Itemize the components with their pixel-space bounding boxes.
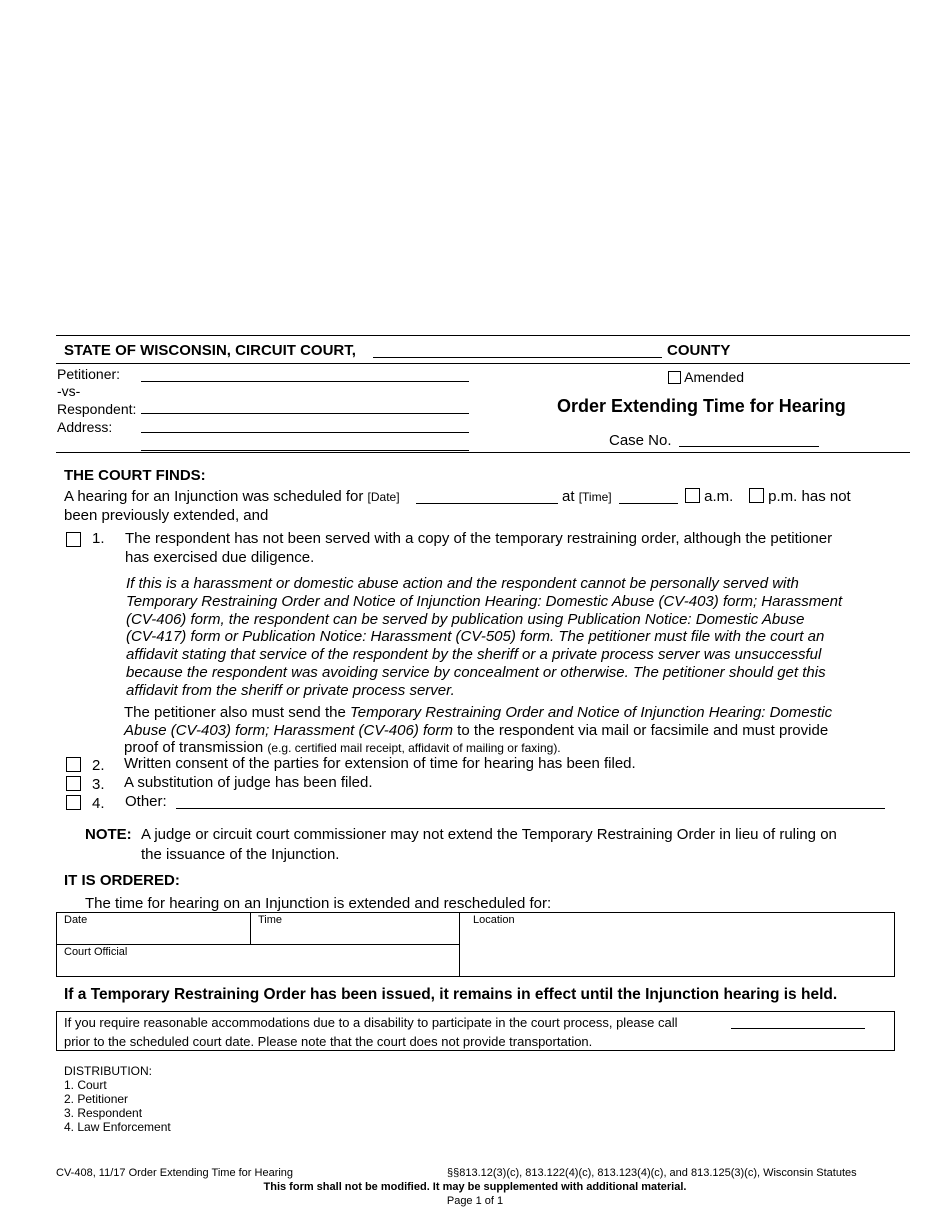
vs-label: -vs-	[57, 383, 81, 399]
statutes: §§813.12(3)(c), 813.122(4)(c), 813.123(4)(c), and 813.125(3)(c), Wisconsin Statutes	[447, 1167, 857, 1179]
other-field[interactable]	[176, 808, 885, 809]
respondent-label: Respondent:	[57, 401, 137, 417]
item4-checkbox[interactable]	[66, 795, 81, 810]
county-name-field[interactable]	[373, 357, 662, 358]
order-text: The time for hearing on an Injunction is extended and rescheduled for:	[85, 895, 552, 912]
petitioner-field[interactable]	[141, 381, 469, 382]
item4-label: Other:	[125, 793, 167, 810]
am-label: a.m.	[704, 488, 734, 505]
caption-rule	[56, 363, 910, 364]
time-hint: [Time]	[578, 490, 612, 504]
address-field-1[interactable]	[141, 432, 469, 433]
text-run: The petitioner also must send the	[124, 704, 350, 721]
distribution-item: 4. Law Enforcement	[64, 1120, 171, 1134]
caption-top-rule	[56, 335, 910, 336]
respondent-field[interactable]	[141, 413, 469, 414]
distribution-list	[64, 1064, 171, 1134]
time-cell-label: Time	[258, 914, 283, 926]
date-hint: [Date]	[367, 490, 400, 504]
am-checkbox[interactable]	[685, 488, 700, 503]
pm-option[interactable]	[749, 488, 851, 505]
item1-checkbox[interactable]	[66, 532, 81, 547]
pm-checkbox[interactable]	[749, 488, 764, 503]
findings-heading: THE COURT FINDS:	[64, 467, 206, 484]
scheduled-time-field[interactable]	[619, 503, 678, 504]
accommodation-line1: If you require reasonable accommodations due to a disability to participate in the court process, please call	[64, 1015, 678, 1030]
item1-number: 1.	[92, 530, 105, 547]
caption-bottom-rule	[56, 452, 910, 453]
new-time-field[interactable]	[251, 926, 458, 943]
tro-notice: If a Temporary Restraining Order has been issued, it remains in effect until the Injunction hearing is held.	[64, 986, 838, 1003]
form-reference: Abuse (CV-403) form; Harassment (CV-406) form	[124, 721, 453, 739]
form-title: Order Extending Time for Hearing	[557, 396, 846, 416]
address-label: Address:	[57, 419, 113, 435]
form-reference: Temporary Restraining Order and Notice of Injunction Hearing: Domestic	[349, 704, 833, 721]
am-option[interactable]	[685, 488, 733, 505]
time-part	[562, 488, 612, 505]
instruction-line: Temporary Restraining Order and Notice of Injunction Hearing: Domestic Abuse (CV-403) form; Harassment	[126, 592, 843, 610]
item3-text: A substitution of judge has been filed.	[124, 774, 373, 791]
item2-text: Written consent of the parties for extension of time for hearing has been filed.	[124, 755, 636, 772]
instruction-line: affidavit from the sheriff or private process server.	[126, 681, 455, 699]
court-official-field[interactable]	[57, 958, 459, 976]
item2-number: 2.	[92, 757, 105, 774]
location-cell-label: Location	[473, 914, 515, 926]
distribution-heading: DISTRIBUTION:	[64, 1064, 153, 1078]
item2-checkbox[interactable]	[66, 757, 81, 772]
item4-number: 4.	[92, 795, 105, 812]
amended-label: Amended	[684, 369, 745, 385]
instruction-line: affidavit stating that service of the respondent by the sheriff or a private process server was unsuccessful	[126, 646, 822, 664]
petitioner-transmission-paragraph	[124, 704, 832, 758]
case-no-field[interactable]	[679, 446, 819, 447]
hearing-scheduled-line	[64, 488, 400, 505]
amended-option[interactable]	[668, 369, 744, 385]
distribution-item: 3. Respondent	[64, 1106, 143, 1120]
distribution-item: 1. Court	[64, 1078, 107, 1092]
table-row-divider	[56, 944, 460, 945]
pm-label: p.m. has not	[768, 488, 851, 505]
page-number: Page 1 of 1	[446, 1195, 504, 1207]
form-id: CV-408, 11/17 Order Extending Time for Hearing	[56, 1167, 294, 1179]
instruction-line: If this is a harassment or domestic abuse action and the respondent cannot be personally served with	[126, 575, 799, 592]
court-official-cell-label: Court Official	[64, 946, 128, 958]
hearing-text: A hearing for an Injunction was scheduled for	[64, 488, 364, 505]
amended-checkbox[interactable]	[668, 371, 681, 384]
proof-examples: (e.g. certified mail receipt, affidavit of mailing or faxing).	[267, 741, 561, 756]
date-cell-label: Date	[64, 914, 88, 926]
hearing-line-2: been previously extended, and	[64, 507, 269, 524]
court-heading: STATE OF WISCONSIN, CIRCUIT COURT,	[64, 342, 356, 359]
address-field-2[interactable]	[141, 450, 469, 451]
accommodation-phone-field[interactable]	[731, 1028, 865, 1029]
instruction-line: because the respondent was avoiding service by concealment or otherwise. The petitioner should get this	[126, 663, 826, 681]
at-text: at	[562, 488, 575, 505]
scheduled-date-field[interactable]	[416, 503, 558, 504]
service-instructions	[126, 575, 842, 700]
note-line1: A judge or circuit court commissioner may not extend the Temporary Restraining Order in lieu of ruling on	[141, 826, 837, 843]
item1-line1: The respondent has not been served with a copy of the temporary restraining order, although the petitioner	[125, 530, 833, 547]
note-line2: the issuance of the Injunction.	[141, 846, 340, 863]
item3-number: 3.	[92, 776, 105, 793]
petitioner-label: Petitioner:	[57, 366, 121, 382]
instruction-line: (CV-406) form, the respondent can be served by publication using Publication Notice: Domestic Abuse	[126, 610, 805, 628]
location-field[interactable]	[460, 926, 894, 976]
text-run: to the respondent via mail or facsimile and must provide	[452, 721, 829, 739]
item1-line2: has exercised due diligence.	[125, 549, 315, 566]
order-heading: IT IS ORDERED:	[64, 872, 180, 889]
modification-notice: This form shall not be modified. It may be supplemented with additional material.	[263, 1181, 687, 1193]
case-no-label: Case No.	[609, 432, 672, 449]
note-label: NOTE:	[85, 826, 132, 843]
distribution-item: 2. Petitioner	[64, 1092, 129, 1106]
new-date-field[interactable]	[57, 926, 249, 943]
item3-checkbox[interactable]	[66, 776, 81, 791]
accommodation-line2: prior to the scheduled court date. Please note that the court does not provide transportation.	[64, 1034, 593, 1049]
instruction-line: (CV-417) form or Publication Notice: Harassment (CV-505) form. The petitioner must file with the court an	[126, 628, 825, 646]
county-label: COUNTY	[667, 342, 731, 359]
text-run: proof of transmission	[124, 739, 268, 757]
